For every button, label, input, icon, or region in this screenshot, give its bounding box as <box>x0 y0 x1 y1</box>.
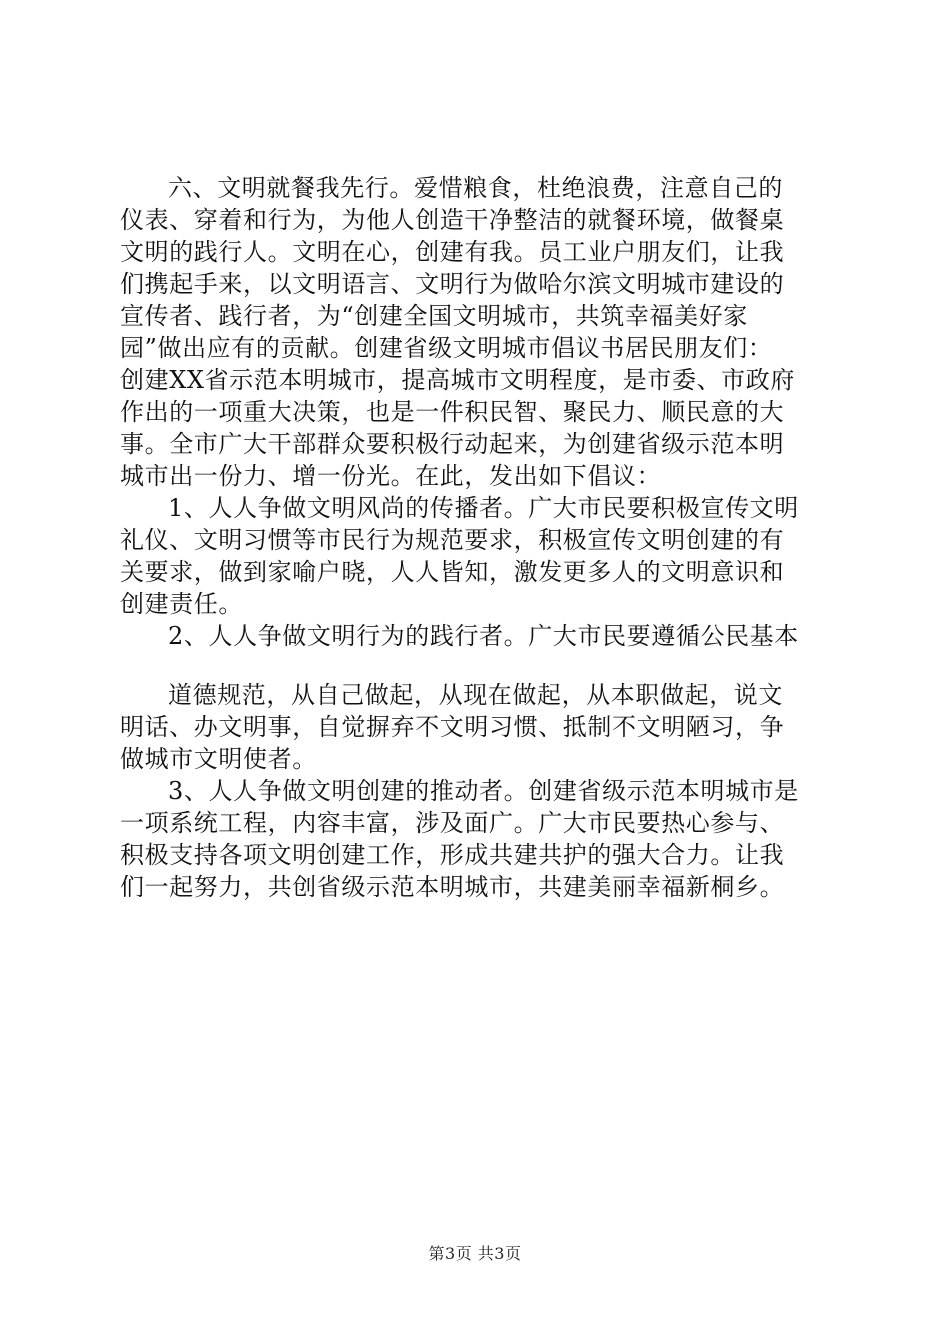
text-line: 积极支持各项文明创建工作，形成共建共护的强大合力。让我 <box>120 841 785 869</box>
text-line: 们一起努力，共创省级示范本明城市，共建美丽幸福新桐乡。 <box>120 873 785 901</box>
text-line: 道德规范，从自己做起，从现在做起，从本职做起，说文 <box>168 681 783 709</box>
text-line: 关要求，做到家喻户晓，人人皆知，激发更多人的文明意识和 <box>120 558 785 586</box>
text-line: 1、人人争做文明风尚的传播者。广大市民要积极宣传文明 <box>168 494 799 522</box>
text-line: 仪表、穿着和行为，为他人创造干净整洁的就餐环境，做餐桌 <box>120 206 785 234</box>
text-line: 园”做出应有的贡献。创建省级文明城市倡议书居民朋友们： <box>120 334 773 362</box>
text-line: 3、人人争做文明创建的推动者。创建省级示范本明城市是 <box>168 777 799 805</box>
text-line: 做城市文明使者。 <box>120 745 317 773</box>
text-line: 创建XX省示范本明城市，提高城市文明程度，是市委、市政府 <box>120 366 795 394</box>
text-line: 礼仪、文明习惯等市民行为规范要求，积极宣传文明创建的有 <box>120 526 785 554</box>
text-line: 创建责任。 <box>120 590 243 618</box>
text-line: 一项系统工程，内容丰富，涉及面广。广大市民要热心参与、 <box>120 809 785 837</box>
text-line: 明话、办文明事，自觉摒弃不文明习惯、抵制不文明陋习，争 <box>120 713 785 741</box>
text-line: 们携起手来，以文明语言、文明行为做哈尔滨文明城市建设的 <box>120 270 785 298</box>
text-line: 2、人人争做文明行为的践行者。广大市民要遵循公民基本 <box>168 622 799 650</box>
text-line: 事。全市广大干部群众要积极行动起来，为创建省级示范本明 <box>120 430 785 458</box>
text-line: 宣传者、践行者，为“创建全国文明城市，共筑幸福美好家 <box>120 302 748 330</box>
page-footer: 第3页 共3页 <box>428 1244 522 1263</box>
text-line: 城市出一份力、增一份光。在此，发出如下倡议： <box>120 462 662 490</box>
text-line: 六、文明就餐我先行。爱惜粮食，杜绝浪费，注意自己的 <box>168 174 783 202</box>
text-line: 文明的践行人。文明在心，创建有我。员工业户朋友们，让我 <box>120 238 785 266</box>
text-line: 作出的一项重大决策，也是一件积民智、聚民力、顺民意的大 <box>120 398 785 426</box>
